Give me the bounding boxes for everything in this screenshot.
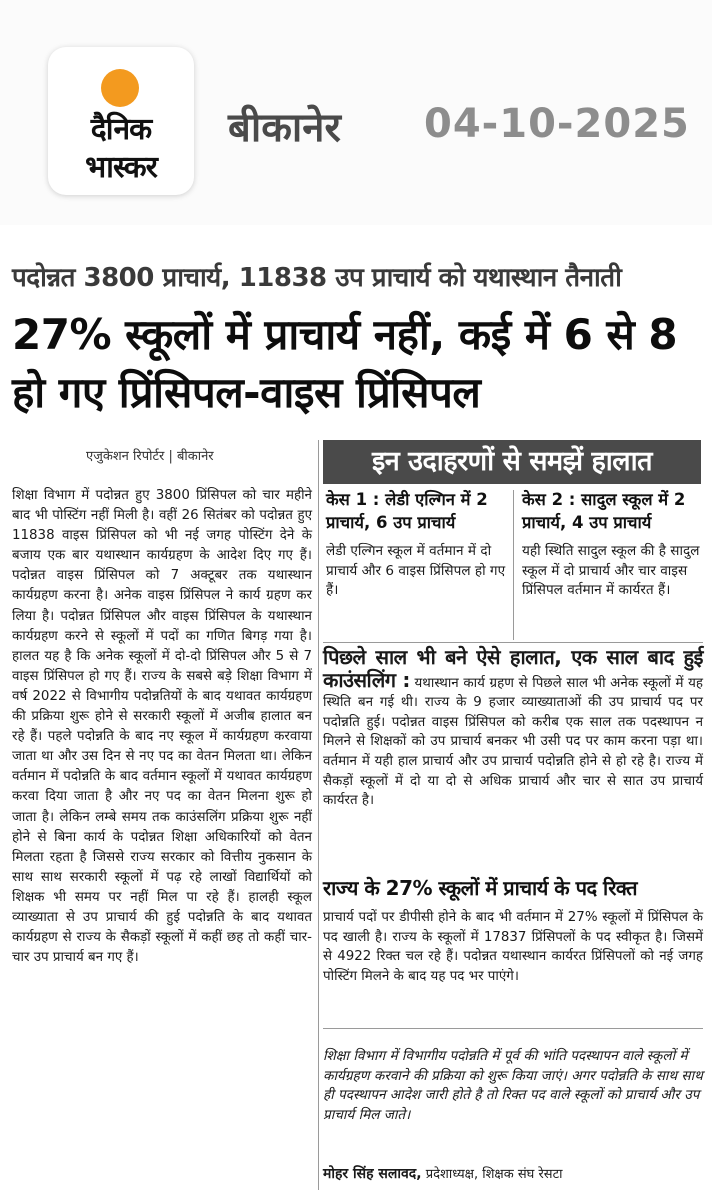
column-divider (318, 440, 319, 1190)
dainik-bhaskar-logo (48, 47, 194, 195)
case-1-body: लेडी एल्गिन स्कूल में वर्तमान में दो प्राचार्य और 6 वाइस प्रिंसिपल हो गए हैं। (326, 543, 506, 598)
article-byline: एजुकेशन रिपोर्टर | बीकानेर (86, 449, 214, 464)
edition-date: 04-10-2025 (424, 101, 690, 147)
case-1 (326, 488, 508, 601)
sun-icon (101, 69, 139, 107)
quote-designation: प्रदेशाध्यक्ष, शिक्षक संघ रेसटा (425, 1167, 563, 1182)
case-1-title: केस 1 : लेडी एल्गिन में 2 प्राचार्य, 6 उप प्राचार्य (326, 490, 488, 532)
article-body: शिक्षा विभाग में पदोन्नत हुए 3800 प्रिंसिपल को चार महीने बाद भी पोस्टिंग नहीं मिली है। वहीं 26 सितंबर को पदोन्नत हुए 11838 वाइस प्रिंसिपल को भी नई जगह पोस्टिंग देने के बजाय एक बार यथास्थान कार्यग्रहण के आदेश दिए गए हैं। पदोन्नत वाइस प्रिंसिपल को 7 अक्टूबर तक यथास्थान कार्यग्रहण करना है। अनेक वाइस प्रिंसिपल ने कार्य ग्रहण कर लिया है। पदोन्नत प्रिंसिपल और वाइस प्रिंसिपल के यथास्थान कार्यग्रहण करने से स्कूलों में पदों का गणित बिगड़ गया है। हालत यह है कि अनेक स्कूलों में दो-दो प्रिंसिपल और 5 से 7 वाइस प्रिंसिपल हो गए हैं। राज्य के सबसे बड़े शिक्षा विभाग में वर्ष 2022 से विभागीय पदोन्नतियों के बाद यथावत कार्यग्रहण की प्रक्रिया शुरू होने से सरकारी स्कूलों में अजीब हालात बन रहे हैं। पहले पदोन्नति के बाद नए स्कूल में कार्यग्रहण करवाया जाता था और उस दिन से नए पद का वेतन मिलता था। लेकिन वर्तमान में पदोन्नति के बाद वर्तमान स्कूलों में यथावत कार्यग्रहण करवा दिया जाता है और नए पद का वेतन मिलना शुरू हो जाता है। लेकिन लम्बे समय तक काउंसलिंग प्रक्रिया शुरू नहीं होने से बिना कार्य के पदोन्नत शिक्षा अधिकारियों को वेतन मिलता रहता है जिससे राज्य सरकार को वित्तीय नुकसान के साथ साथ सरकारी स्कूलों में पढ़ रहे लाखों विद्यार्थियों को शिक्षक भी समय पर नहीं मिल पा रहे हैं। हालही स्कूल व्याख्याता से उप प्राचार्य की हुई पदोन्नति के बाद यथावत कार्यग्रहण से राज्य के सैकड़ों स्कूलों में कहीं छह तो कहीं चार-चार उप प्राचार्य बन गए हैं। (12, 488, 312, 966)
article-kicker: पदोन्नत 3800 प्राचार्य, 11838 उप प्राचार्य को यथास्थान तैनाती (12, 263, 622, 293)
logo-line-1: दैनिक (90, 112, 152, 147)
section-divider (323, 642, 703, 643)
last-year-heading: पिछले साल भी बने ऐसे हालात, एक साल बाद हुई काउंसलिंग : (323, 645, 703, 692)
examples-banner: इन उदाहरणों से समझें हालात (323, 440, 701, 484)
edition-city: बीकानेर (228, 105, 341, 151)
article-headline: 27% स्कूलों में प्राचार्य नहीं, कई में 6 से 8 हो गए प्रिंसिपल-वाइस प्रिंसिपल (12, 310, 678, 417)
quote-text: शिक्षा विभाग में विभागीय पदोन्नति में पूर्व की भांति पदस्थापन वाले स्कूलों में कार्यग्रहण करवाने की प्रक्रिया को शुरू किया जाएं। अगर पदोन्नति के साथ साथ ही पदस्थापन आदेश जारी होते है तो रिक्त पद वाले स्कूलों को प्राचार्य और उप प्राचार्य मिल जाते। (323, 1048, 703, 1123)
last-year-section (323, 645, 703, 811)
logo-line-2: भास्कर (85, 150, 157, 185)
case-2-title: केस 2 : सादुल स्कूल में 2 प्राचार्य, 4 उप प्राचार्य (522, 490, 686, 532)
case-divider (513, 490, 514, 640)
share-header (0, 0, 712, 225)
quote-divider (323, 1028, 703, 1029)
quote-author: मोहर सिंह सलावद, (323, 1166, 422, 1182)
case-2 (522, 488, 704, 601)
last-year-body: यथास्थान कार्य ग्रहण से पिछले साल भी अनेक स्कूलों में यह स्थिति बन गई थी। राज्य के 9 हजार व्याख्याताओं की उप प्राचार्य पद पर पदोन्नति हुई। पदोन्नत वाइस प्रिंसिपल को करीब एक साल तक पदस्थापन न मिलने से शिक्षकों को उप प्राचार्य बनकर भी उसी पद पर काम करना पड़ा था। वर्तमान में यही हाल प्राचार्य और उप प्राचार्य पदोन्नति होने से हो रहे है। राज्य में सैकड़ों स्कूलों में दो या दो से अधिक प्राचार्य और चार से सात उप प्राचार्य कार्यरत है। (323, 675, 703, 809)
quote-signature (323, 1164, 703, 1183)
case-2-body: यही स्थिति सादुल स्कूल की है सादुल स्कूल में दो प्राचार्य और चार वाइस प्रिंसिपल वर्तमान में कार्यरत हैं। (522, 543, 700, 598)
vacancy-body: प्राचार्य पदों पर डीपीसी होने के बाद भी वर्तमान में 27% स्कूलों में प्रिंसिपल के पद खाली है। राज्य के स्कूलों में 17837 प्रिंसिपलों के पद स्वीकृत है। जिसमें से 4922 रिक्त चल रहे हैं। पदोन्नत यथास्थान कार्यरत प्रिंसिपलों को नई जगह पोस्टिंग मिलने के बाद यह पद भर पाएंगे। (323, 910, 703, 984)
vacancy-heading: राज्य के 27% स्कूलों में प्राचार्य के पद रिक्त (323, 876, 638, 900)
